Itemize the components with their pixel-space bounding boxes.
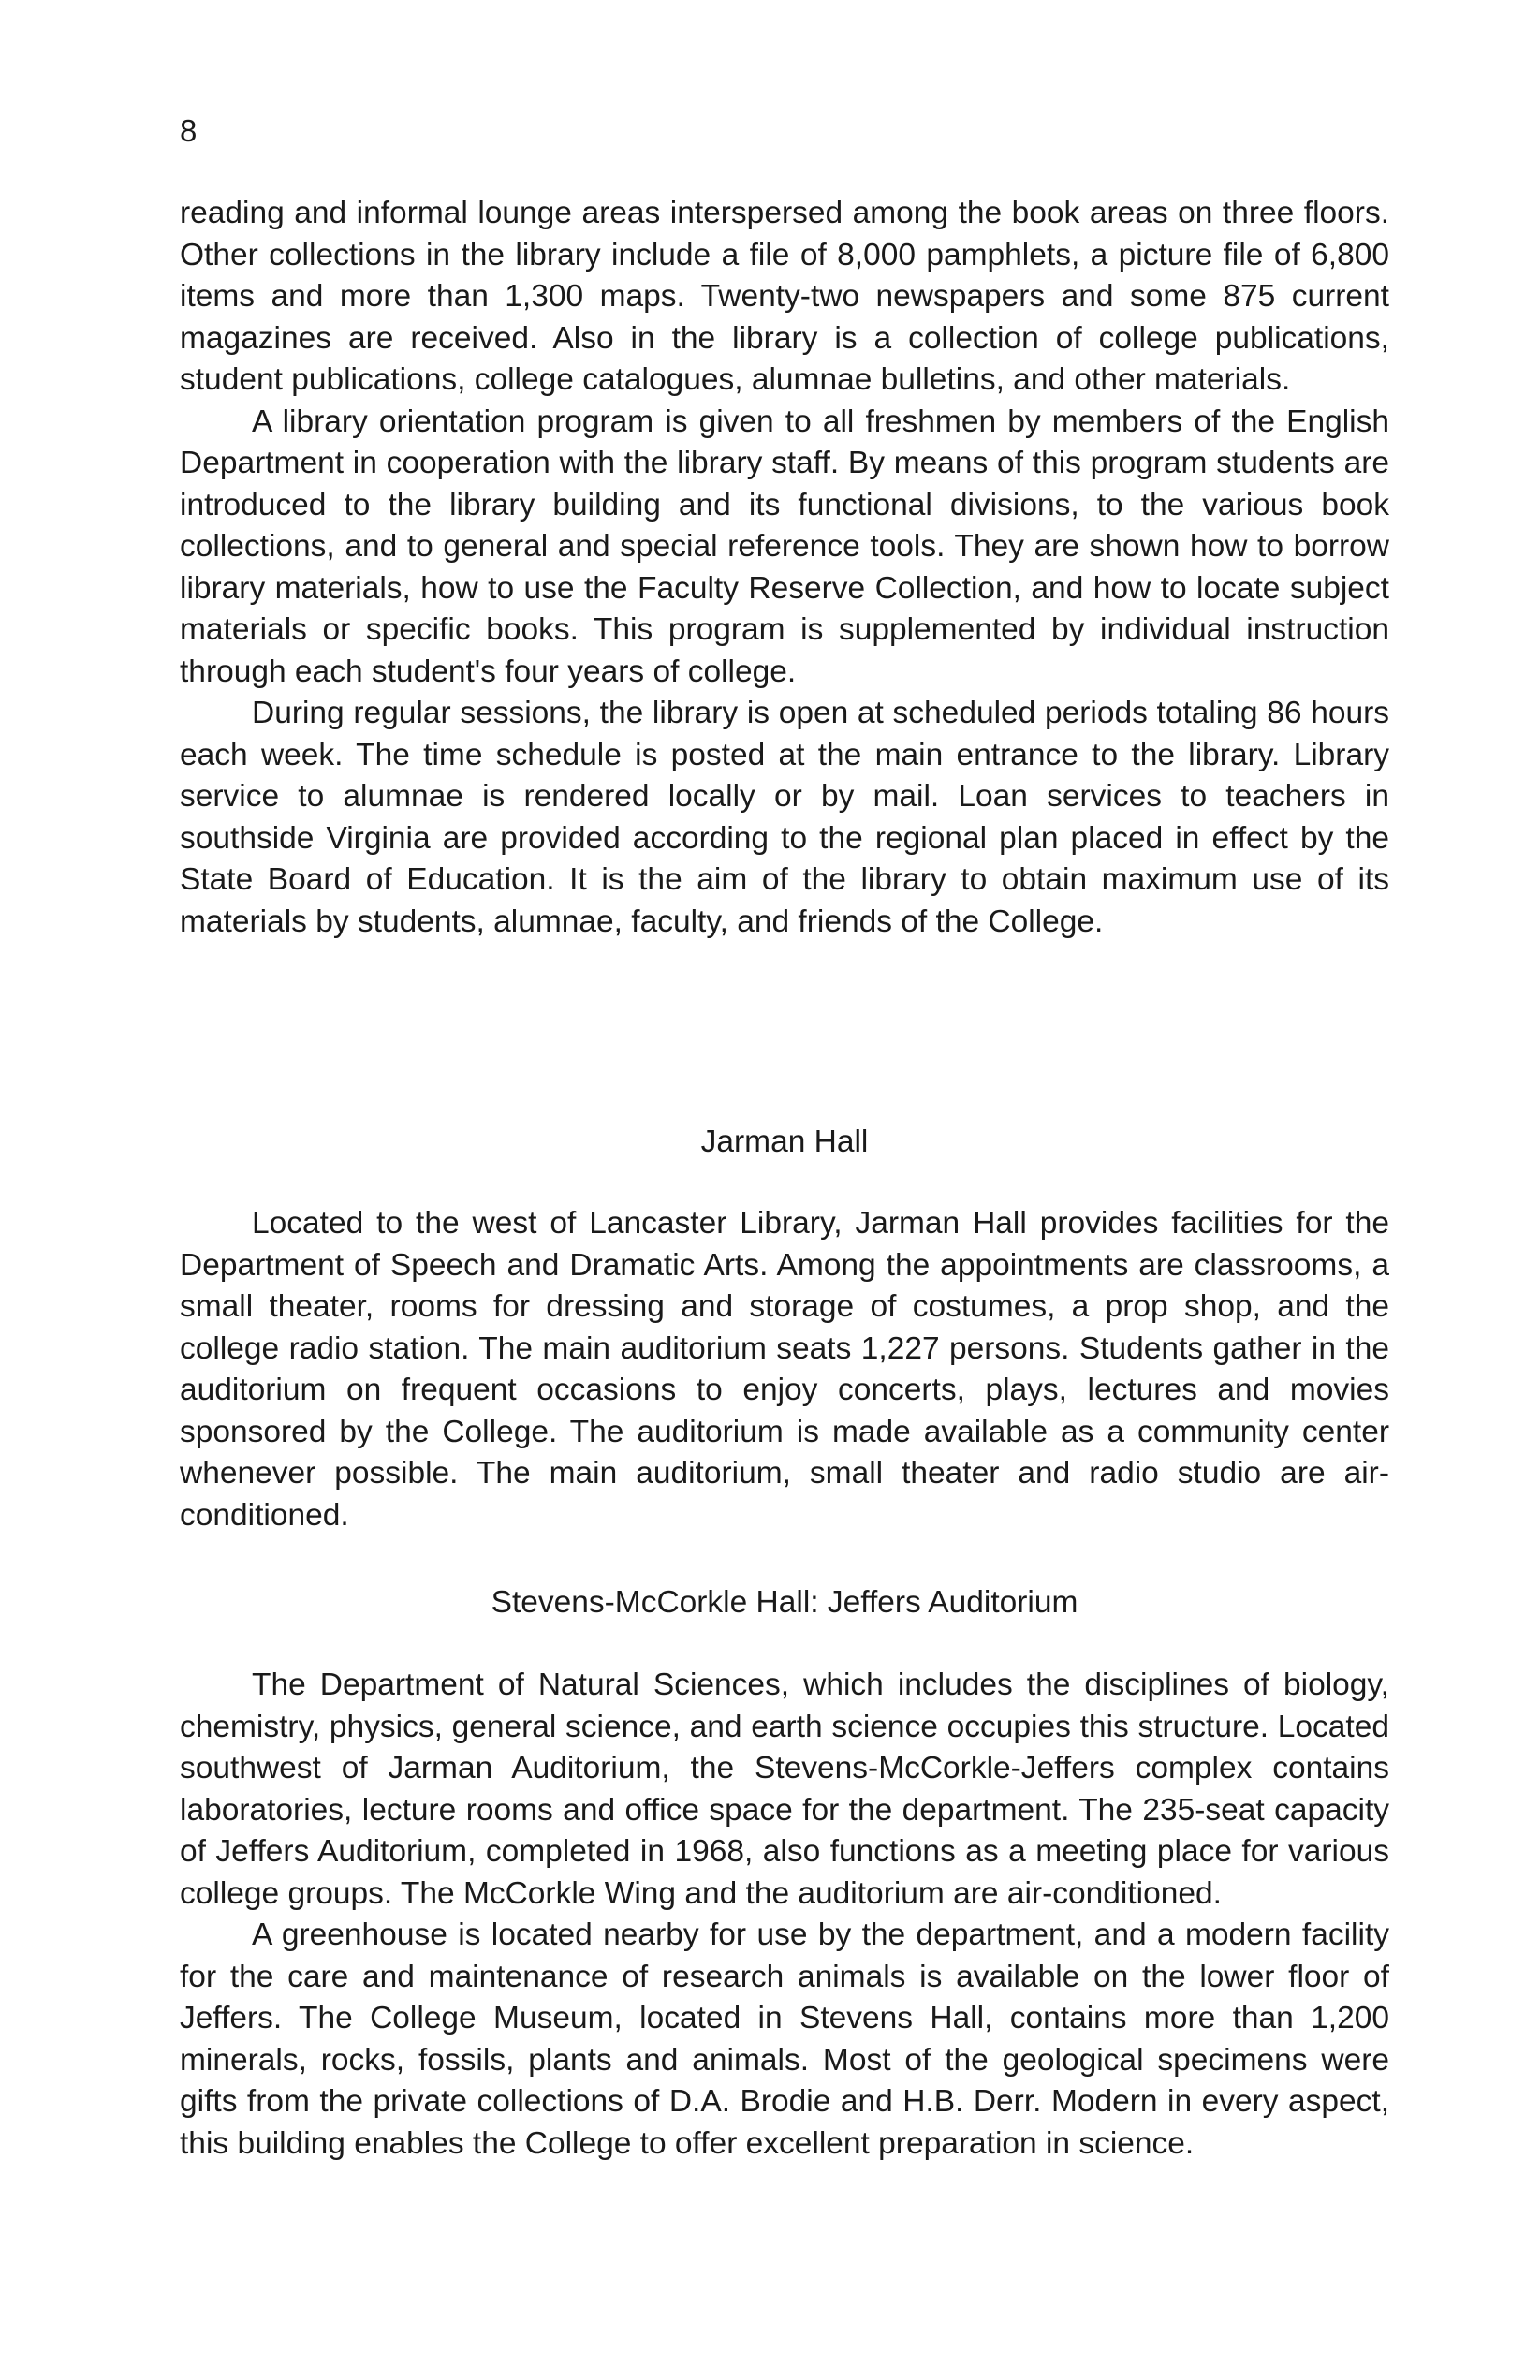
library-paragraph-continued: reading and informal lounge areas interspersed among the book areas on three floors. Other collections in the library include a file of 8,000 pamphlets, a picture file of 6,800 items and more than 1,300 maps. Twenty-two newspapers and some 875 current magazines are received. Also in the library is a collection of college publications, student publications, college catalogues, alumnae bulletins, and other materials. [180, 196, 1389, 397]
stevens-mccorkle-section-body [180, 1665, 1389, 2165]
library-orientation-paragraph: A library orientation program is given to all freshmen by members of the English Department in cooperation with the library staff. By means of this program students are introduced to the library building and its functional divisions, to the various book collections, and to general and special reference tools. They are shown how to borrow library materials, how to use the Faculty Reserve Collection, and how to locate subject materials or specific books. This program is supplemented by individual instruction through each student's four years of college. [180, 404, 1389, 689]
jarman-hall-paragraph: Located to the west of Lancaster Library, Jarman Hall provides facilities for the Department of Speech and Dramatic Arts. Among the appointments are classrooms, a small theater, rooms for dressing and storage of costumes, a prop shop, and the college radio station. The main auditorium seats 1,227 persons. Students gather in the auditorium on frequent occasions to enjoy concerts, plays, lectures and movies sponsored by the College. The auditorium is made available as a community center whenever possible. The main auditorium, small theater and radio studio are air-conditioned. [180, 1206, 1389, 1533]
stevens-mccorkle-heading: Stevens-McCorkle Hall: Jeffers Auditorium [491, 1585, 1078, 1620]
library-section-body [180, 193, 1389, 943]
jarman-hall-section-body [180, 1203, 1389, 1536]
page-number: 8 [180, 113, 198, 148]
greenhouse-museum-paragraph: A greenhouse is located nearby for use by the department, and a modern facility for the care and maintenance of research animals is available on the lower floor of Jeffers. The College Museum, located in Stevens Hall, contains more than 1,200 minerals, rocks, fossils, plants and animals. Most of the geological specimens were gifts from the private collections of D.A. Brodie and H.B. Derr. Modern in every aspect, this building enables the College to offer excellent preparation in science. [180, 1917, 1389, 2161]
library-hours-paragraph: During regular sessions, the library is open at scheduled periods totaling 86 hours each week. The time schedule is posted at the main entrance to the library. Library service to alumnae is rendered locally or by mail. Loan services to teachers in southside Virginia are provided according to the regional plan placed in effect by the State Board of Education. It is the aim of the library to obtain maximum use of its materials by students, alumnae, faculty, and friends of the College. [180, 696, 1389, 939]
jarman-hall-heading: Jarman Hall [700, 1124, 869, 1159]
natural-sciences-paragraph: The Department of Natural Sciences, which includes the disciplines of biology, chemistry, physics, general science, and earth science occupies this structure. Located southwest of Jarman Auditorium, the Stevens-McCorkle-Jeffers complex contains laboratories, lecture rooms and office space for the department. The 235-seat capacity of Jeffers Auditorium, completed in 1968, also functions as a meeting place for various college groups. The McCorkle Wing and the auditorium are air-conditioned. [180, 1667, 1389, 1911]
